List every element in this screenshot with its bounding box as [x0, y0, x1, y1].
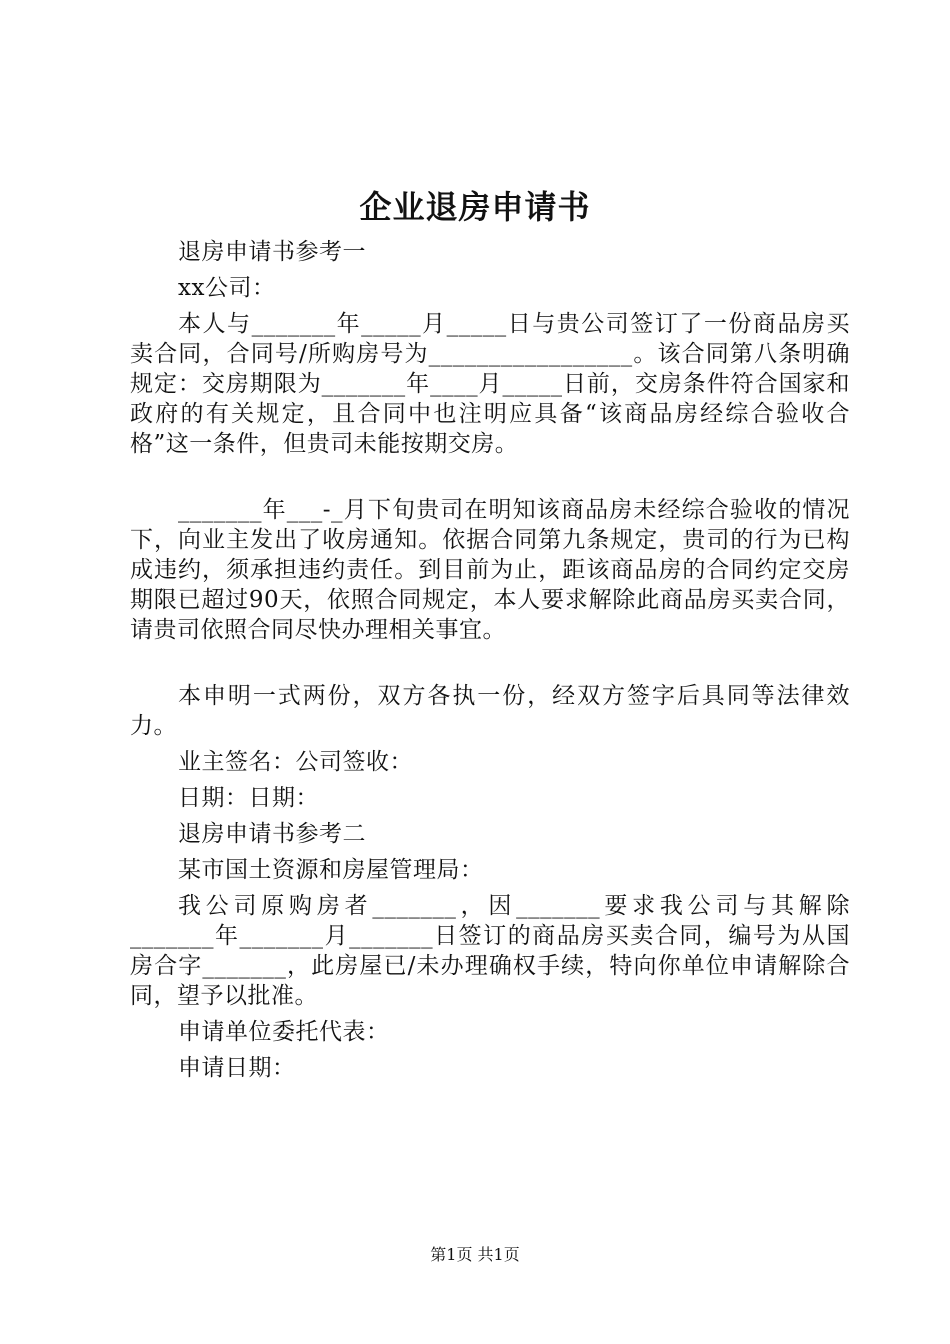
section-heading-2: 退房申请书参考二	[178, 821, 366, 847]
section-heading-1: 退房申请书参考一	[178, 239, 366, 265]
application-date-line: 申请日期：	[178, 1055, 296, 1081]
paragraph-contract: 本人与_______年_____月_____日与贵公司签订了一份商品房买卖合同，合同号/所购房号为_________________。该合同第八条明确规定：交房期限为_______年____月_____日前，交房条件符合国家和政府的有关规定，且合同中也注明应具备“该商品房经综合验收合格”这一条件，但贵司未能按期交房。	[130, 311, 850, 457]
page-footer: 第1页 共1页	[430, 1245, 520, 1264]
signature-line: 业主签名：公司签收：	[178, 749, 413, 775]
paragraph-copies: 本申明一式两份，双方各执一份，经双方签字后具同等法律效力。	[130, 683, 850, 739]
applicant-line: 申请单位委托代表：	[178, 1019, 390, 1045]
document-title: 企业退房申请书	[359, 188, 591, 226]
paragraph-request: 我公司原购房者_______，因_______要求我公司与其解除_______年_______月_______日签订的商品房买卖合同，编号为从国房合字_______，此房屋已/未办理确权手续，特向你单位申请解除合同，望予以批准。	[130, 893, 850, 1009]
addressee-1: xx公司：	[178, 275, 276, 301]
document-body	[130, 237, 850, 1089]
addressee-2: 某市国土资源和房屋管理局：	[178, 857, 484, 883]
date-line: 日期：日期：	[178, 785, 319, 811]
paragraph-breach: _______年___-_月下旬贵司在明知该商品房未经综合验收的情况下，向业主发出了收房通知。依据合同第九条规定，贵司的行为已构成违约，须承担违约责任。到目前为止，距该商品房的合同约定交房期限已超过90天，依照合同规定，本人要求解除此商品房买卖合同，请贵司依照合同尽快办理相关事宜。	[130, 497, 850, 643]
